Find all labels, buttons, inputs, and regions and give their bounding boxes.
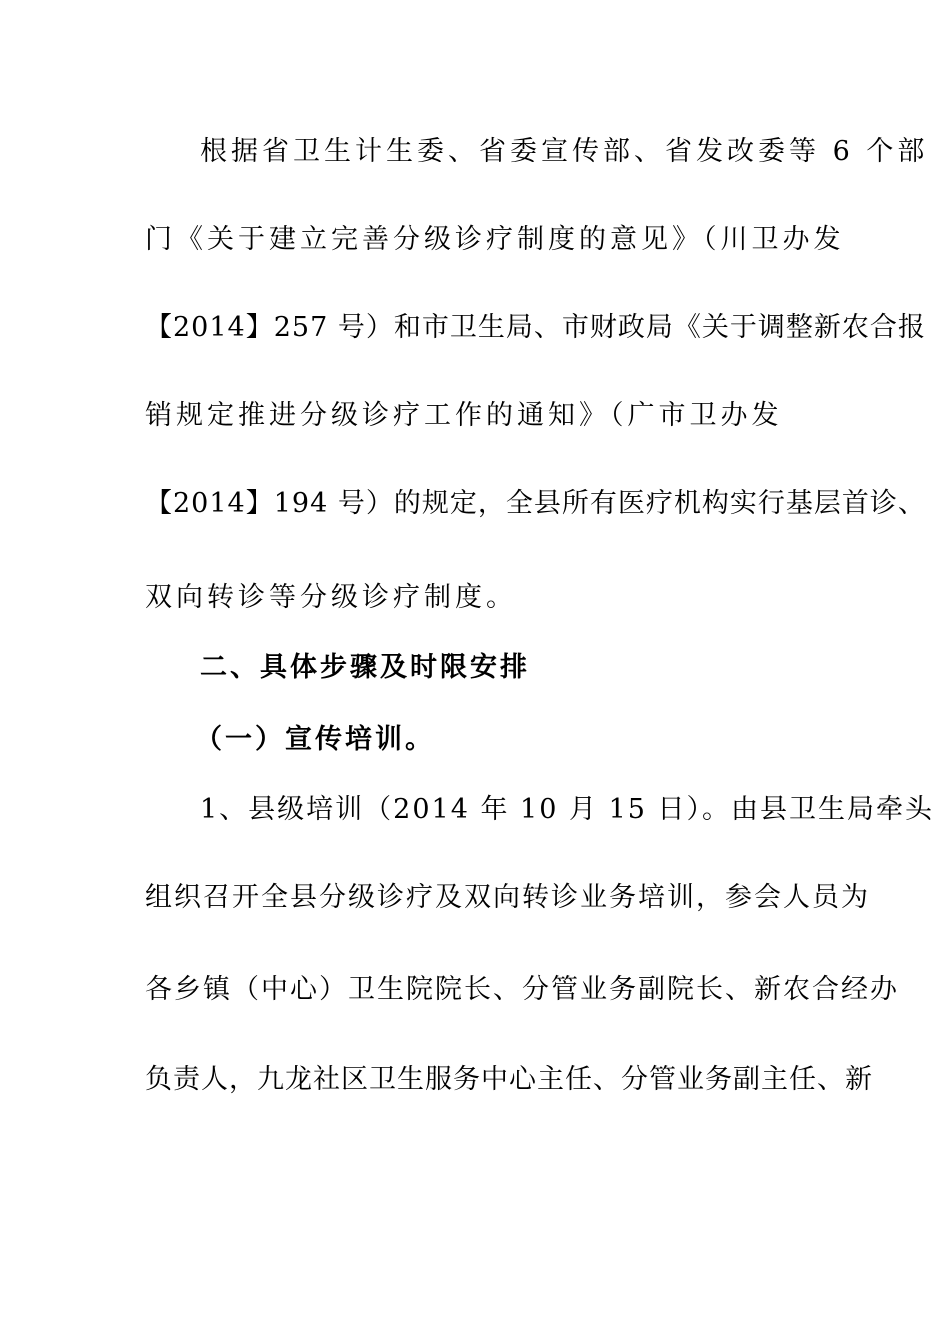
- paragraph-1-line-4: 销规定推进分级诊疗工作的通知》（广市卫办发: [145, 400, 783, 431]
- paragraph-2-line-4: 负责人，九龙社区卫生服务中心主任、分管业务副主任、新: [145, 1064, 873, 1095]
- paragraph-1-line-6: 双向转诊等分级诊疗制度。: [145, 582, 517, 613]
- paragraph-2-line-2: 组织召开全县分级诊疗及双向转诊业务培训，参会人员为: [145, 882, 870, 913]
- paragraph-1-line-5: 【2014】194 号）的规定，全县所有医疗机构实行基层首诊、: [145, 488, 926, 519]
- paragraph-2-line-1: 1、县级培训（2014 年 10 月 15 日）。由县卫生局牵头: [200, 794, 935, 825]
- subsection-heading: （一）宣传培训。: [195, 724, 435, 755]
- paragraph-1-line-3: 【2014】257 号）和市卫生局、市财政局《关于调整新农合报: [145, 312, 926, 343]
- paragraph-1-line-1: 根据省卫生计生委、省委宣传部、省发改委等 6 个部: [200, 136, 929, 167]
- section-heading: 二、具体步骤及时限安排: [200, 652, 530, 683]
- paragraph-1-line-2: 门《关于建立完善分级诊疗制度的意见》（川卫办发: [145, 224, 845, 255]
- paragraph-2-line-3: 各乡镇（中心）卫生院院长、分管业务副院长、新农合经办: [145, 974, 899, 1005]
